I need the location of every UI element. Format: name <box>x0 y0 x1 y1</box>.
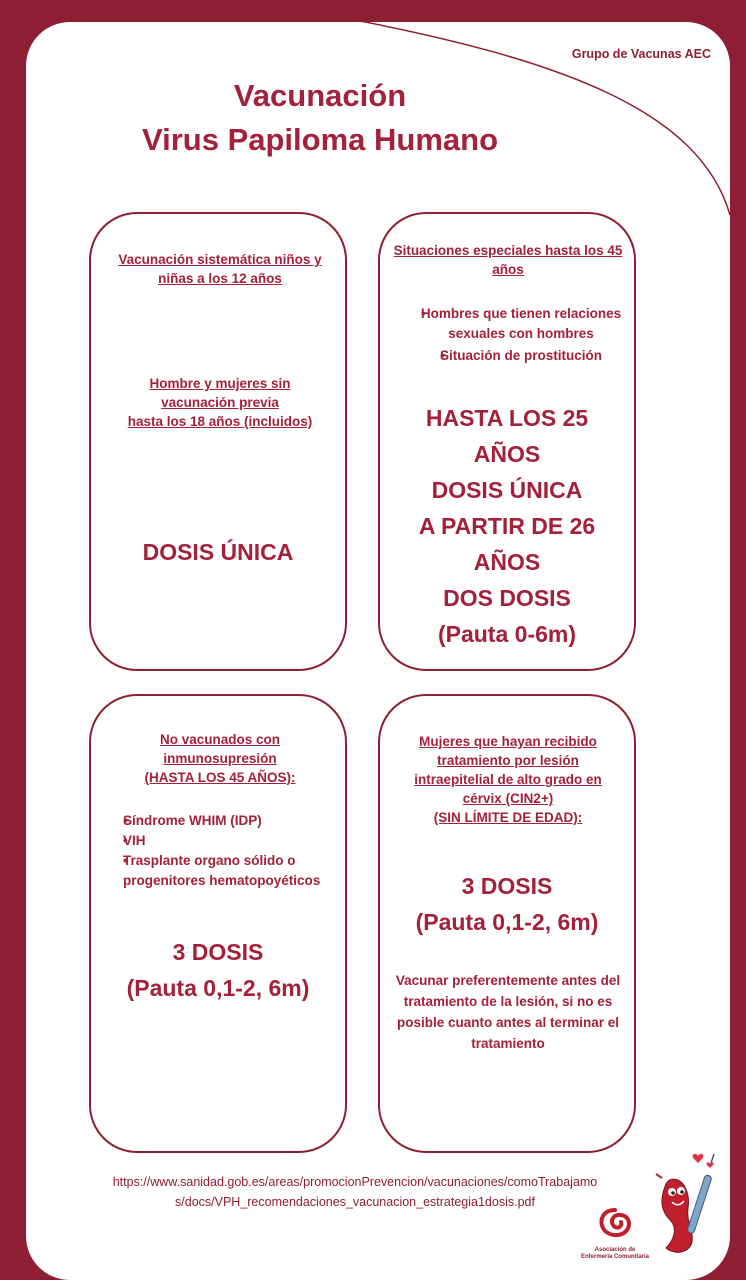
box1-dose: DOSIS ÚNICA <box>142 539 294 565</box>
list-item: • Trasplante organo sólido o progenitores hematopoyéticos <box>109 851 337 891</box>
box2-line-1: HASTA LOS 25 <box>425 405 589 431</box>
box2-bullet-list <box>398 304 630 366</box>
list-item: • Hombres que tienen relaciones sexuales con hombres <box>398 304 630 344</box>
list-item: • VIH <box>109 831 337 851</box>
page-title <box>60 74 580 162</box>
box1-heading: Vacunación sistemática niños y niñas a los 12 años <box>118 252 322 286</box>
box3-heading-line-1: No vacunados con <box>159 732 281 747</box>
reference-line-1: https://www.sanidad.gob.es/areas/promocionPrevencion/vacunaciones/comoTrabajamo <box>112 1175 598 1189</box>
box4-dose-info <box>380 868 634 940</box>
title-line-1: Vacunación <box>233 78 407 113</box>
box2-line-7: (Pauta 0-6m) <box>437 621 577 647</box>
box2-line-5: AÑOS <box>473 549 541 575</box>
box4-heading-line-5: (SIN LÍMITE DE EDAD): <box>433 810 583 825</box>
box1-subheading-line-3: hasta los 18 años (incluidos) <box>127 414 313 429</box>
list-item: • Situación de prostitución <box>398 346 630 366</box>
box3-heading-line-3: (HASTA LOS 45 AÑOS): <box>144 770 296 785</box>
box1-subheading-line-1: Hombre y mujeres sin <box>149 376 291 391</box>
box2-line-3: DOSIS ÚNICA <box>431 477 583 503</box>
box2-line-6: DOS DOSIS <box>443 585 571 611</box>
box3-dose-info <box>91 934 345 1006</box>
box3-dose: 3 DOSIS <box>172 939 264 965</box>
box4-note: Vacunar preferentemente antes del tratamiento de la lesión, si no es posible cuanto antes al terminar el tratamiento <box>395 973 621 1051</box>
title-line-2: Virus Papiloma Humano <box>141 122 498 157</box>
aec-logo <box>580 1206 650 1261</box>
box3-heading <box>101 730 339 787</box>
box2-line-4: A PARTIR DE 26 <box>418 513 596 539</box>
box1-subheading <box>101 374 339 431</box>
box4-heading <box>388 732 628 827</box>
reference-link[interactable] <box>60 1172 650 1212</box>
box4-heading-line-1: Mujeres que hayan recibido <box>419 734 597 749</box>
box-special-situations <box>378 212 636 671</box>
box2-line-2: AÑOS <box>473 441 541 467</box>
box3-schedule: (Pauta 0,1-2, 6m) <box>126 975 310 1001</box>
box-cin2-treatment <box>378 694 636 1153</box>
list-item: • Síndrome WHIM (IDP) <box>109 811 337 831</box>
reference-line-2: s/docs/VPH_recomendaciones_vacunacion_estrategia1dosis.pdf <box>175 1195 535 1209</box>
aec-logo-icon <box>595 1206 635 1242</box>
box2-heading: Situaciones especiales hasta los 45 años <box>393 243 623 277</box>
logo-text-line-2: Enfermería Comunitaria <box>580 1254 650 1260</box>
logo-text-line-1: Asociación de <box>594 1247 636 1253</box>
mascot-illustration <box>652 1148 722 1263</box>
box4-heading-line-3: intraepitelial de alto grado en <box>414 772 602 787</box>
box3-heading-line-2: inmunosupresión <box>163 751 277 766</box>
organization-label: Grupo de Vacunas AEC <box>571 47 711 61</box>
box4-dose: 3 DOSIS <box>461 873 553 899</box>
box4-heading-line-2: tratamiento por lesión <box>437 753 579 768</box>
box2-dose-info <box>380 400 634 652</box>
box-systematic-vaccination <box>89 212 347 671</box>
box4-schedule: (Pauta 0,1-2, 6m) <box>415 909 599 935</box>
box3-bullet-list <box>109 811 337 891</box>
box-immunosuppressed <box>89 694 347 1153</box>
box4-heading-line-4: cérvix (CIN2+) <box>462 791 554 806</box>
box1-subheading-line-2: vacunación previa <box>161 395 279 410</box>
